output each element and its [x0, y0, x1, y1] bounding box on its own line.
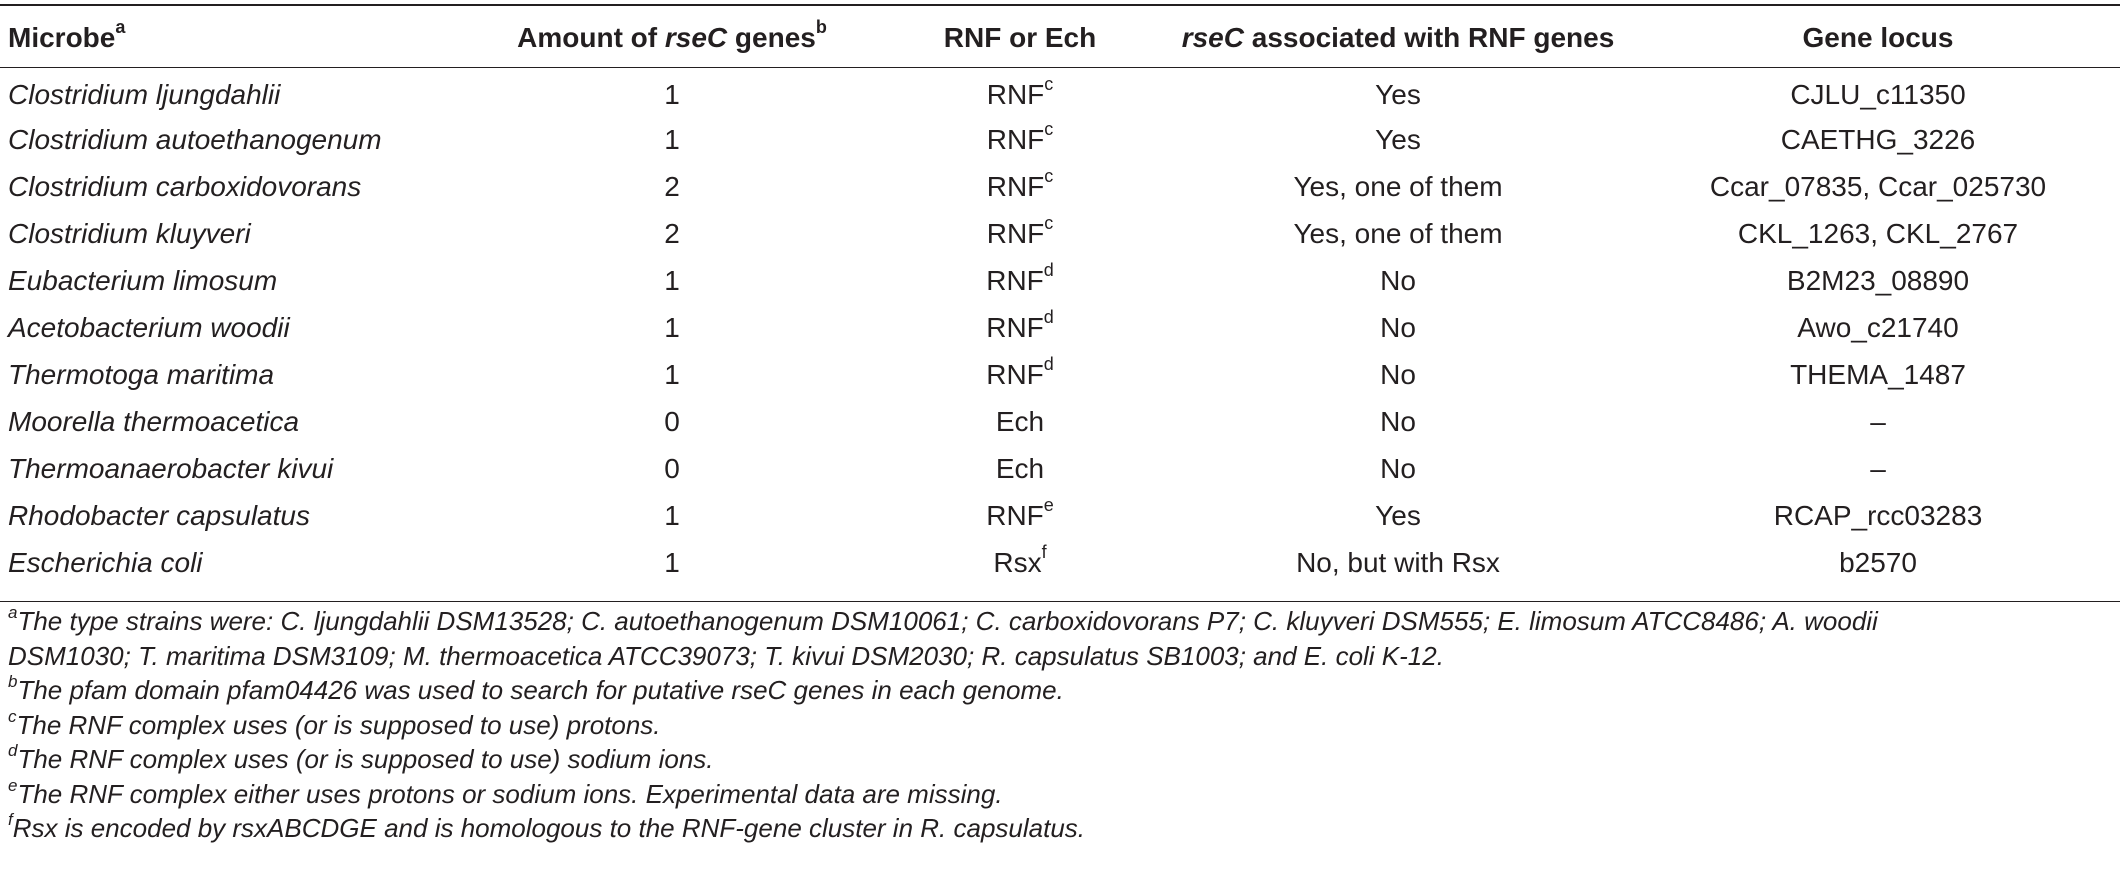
footnote-line: $^b$The pfam domain pfam04426 was used to search for putative rseC genes in each genome.: [8, 672, 1064, 705]
footnote-marker: d: [8, 741, 18, 761]
cell-amount: 0: [664, 452, 680, 484]
cell-amount: 2: [664, 217, 680, 249]
footnote-line: $^e$The RNF complex either uses protons or sodium ions. Experimental data are missing.: [8, 775, 1003, 809]
footnote-line: $^c$The RNF complex uses (or is supposed to use) protons.: [8, 706, 661, 740]
cell-associated: No: [1380, 452, 1416, 484]
cell-associated: No, but with Rsx: [1296, 546, 1500, 578]
rsec-table: [0, 7, 2120, 586]
footnote-marker: d: [1043, 307, 1054, 328]
footnote-marker: b: [8, 672, 18, 692]
top-rule: [0, 4, 2120, 6]
cell-locus: B2M23_08890: [1786, 264, 1970, 296]
footnote-marker: c: [1044, 119, 1054, 140]
cell-amount: 1: [664, 78, 680, 110]
footnote-marker: c: [1044, 213, 1054, 234]
footnote-marker: e: [1043, 495, 1054, 516]
cell-associated: Yes: [1375, 123, 1421, 155]
cell-amount: 1: [664, 546, 680, 578]
cell-locus: THEMA_1487: [1790, 358, 1966, 390]
table-row: [0, 304, 2120, 351]
cell-microbe: Clostridium carboxidovorans: [8, 170, 362, 202]
cell-microbe: Clostridium autoethanogenum: [8, 123, 382, 155]
table-row: [0, 210, 2120, 257]
cell-locus: CKL_1263, CKL_2767: [1737, 217, 2019, 249]
cell-microbe: Acetobacterium woodii: [8, 311, 290, 343]
column-header-microbe: Microbe$^a$: [8, 17, 126, 53]
cell-associated: Yes, one of them: [1293, 170, 1503, 202]
cell-amount: 1: [664, 499, 680, 531]
cell-microbe: Escherichia coli: [8, 546, 203, 578]
cell-amount: 1: [664, 358, 680, 390]
table-footnotes: [8, 604, 2108, 846]
cell-locus: –: [1870, 405, 1886, 437]
cell-microbe: Moorella thermoacetica: [8, 405, 300, 437]
table-row: [0, 116, 2120, 163]
cell-microbe: Rhodobacter capsulatus: [8, 499, 310, 531]
cell-amount: 1: [664, 123, 680, 155]
cell-microbe: Clostridium kluyveri: [8, 217, 251, 249]
footnote-marker: c: [1044, 166, 1054, 187]
cell-complex: Rsx$^f$: [993, 542, 1047, 578]
cell-complex: RNF$^c$: [986, 74, 1054, 110]
column-header-locus: Gene locus: [1802, 21, 1954, 53]
column-header-amount: Amount of rseC genes$^b$: [517, 17, 827, 53]
table-row: [0, 398, 2120, 445]
cell-amount: 1: [664, 264, 680, 296]
cell-microbe: Thermotoga maritima: [8, 358, 275, 390]
table-row: [0, 68, 2120, 116]
cell-locus: b2570: [1839, 546, 1917, 578]
cell-complex: RNF$^e$: [986, 495, 1054, 531]
cell-complex: RNF$^c$: [986, 119, 1054, 155]
footnote-line: $^a$The type strains were: C. ljungdahlii DSM13528; C. autoethanogenum DSM10061; C. carboxidovorans P7; C. kluyveri DSM555; E. limosum ATCC8486; A. woodii: [8, 603, 1878, 636]
bottom-rule: [0, 601, 2120, 602]
cell-locus: Awo_c21740: [1797, 311, 1959, 343]
footnote-marker: a: [8, 603, 18, 623]
footnote-line: $^f$Rsx is encoded by rsxABCDGE and is homologous to the RNF-gene cluster in R. capsulatus.: [8, 810, 1086, 843]
column-header-associated: rseC associated with RNF genes: [1181, 21, 1615, 53]
cell-microbe: Clostridium ljungdahlii: [8, 78, 281, 110]
cell-complex: RNF$^d$: [986, 354, 1054, 390]
cell-amount: 2: [664, 170, 680, 202]
cell-locus: CJLU_c11350: [1790, 78, 1966, 110]
footnote-marker: c: [8, 706, 17, 726]
table-row: [0, 257, 2120, 304]
cell-complex: RNF$^d$: [986, 260, 1054, 296]
cell-associated: Yes: [1375, 499, 1421, 531]
cell-associated: No: [1380, 358, 1416, 390]
table-row: [0, 539, 2120, 586]
table-row: [0, 492, 2120, 539]
footnote-marker: d: [1043, 260, 1054, 281]
cell-microbe: Thermoanaerobacter kivui: [8, 452, 334, 484]
footnote-marker: c: [1044, 74, 1054, 95]
footnote-line: $^d$The RNF complex uses (or is supposed to use) sodium ions.: [8, 741, 714, 774]
cell-complex: RNF$^d$: [986, 307, 1054, 343]
cell-associated: No: [1380, 311, 1416, 343]
footnote-line: DSM1030; T. maritima DSM3109; M. thermoacetica ATCC39073; T. kivui DSM2030; R. capsulatus SB1003; and E. coli K-12.: [8, 640, 1444, 671]
cell-amount: 0: [664, 405, 680, 437]
footnote-marker: f: [1041, 542, 1047, 563]
column-header-complex: RNF or Ech: [943, 21, 1097, 53]
cell-associated: No: [1380, 405, 1416, 437]
header-row: [0, 7, 2120, 68]
cell-associated: Yes: [1375, 78, 1421, 110]
table-row: [0, 351, 2120, 398]
footnote-marker: d: [1043, 354, 1054, 375]
table-row: [0, 163, 2120, 210]
cell-complex: RNF$^c$: [986, 213, 1054, 249]
footnote-marker: e: [8, 775, 18, 795]
cell-locus: CAETHG_3226: [1780, 123, 1976, 155]
cell-associated: No: [1380, 264, 1416, 296]
cell-associated: Yes, one of them: [1293, 217, 1503, 249]
cell-amount: 1: [664, 311, 680, 343]
cell-locus: –: [1870, 452, 1886, 484]
cell-locus: RCAP_rcc03283: [1773, 499, 1983, 531]
table-row: [0, 445, 2120, 492]
footnote-marker: f: [8, 810, 13, 830]
cell-complex: Ech: [995, 405, 1045, 437]
cell-complex: Ech: [995, 452, 1045, 484]
cell-microbe: Eubacterium limosum: [8, 264, 278, 296]
cell-locus: Ccar_07835, Ccar_025730: [1709, 170, 2047, 202]
cell-complex: RNF$^c$: [986, 166, 1054, 202]
